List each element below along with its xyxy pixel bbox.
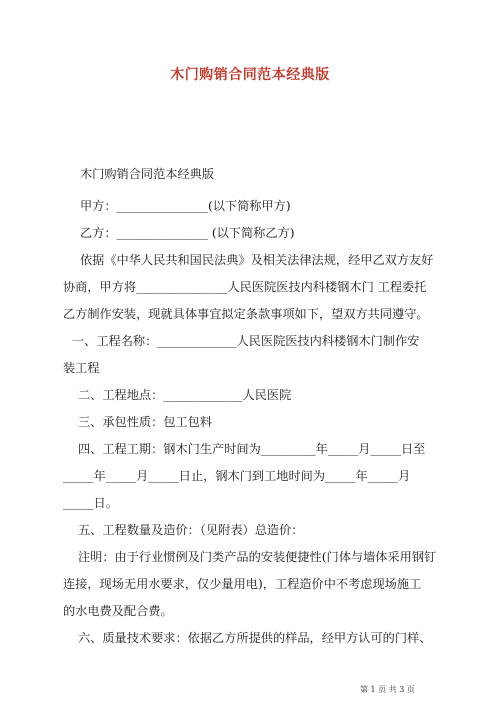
body-line: 注明：由于行业惯例及门类产品的安装便捷性(门体与墙体采用钢钉 (78, 550, 437, 564)
body-line: 一、工程名称：_____________人民医院医技内科楼钢木门制作安 (72, 334, 420, 348)
body-line: 四、工程工期：钢木门生产时间为_________年_____月_____日至 (78, 442, 426, 456)
body-line: 乙方制作安装，现就具体事宜拟定条款事项如下，望双方共同遵守。 (63, 307, 429, 321)
body-line: 依据《中华人民共和国民法典》及相关法律法规，经甲乙双方友好 (80, 253, 434, 267)
page-number-footer: 第 1 页 共 3 页 (360, 685, 415, 694)
body-line: 木门购销合同范本经典版 (80, 167, 215, 181)
body-line: 的水电费及配合费。 (63, 604, 173, 618)
body-line: 三、承包性质：包工包料 (78, 415, 213, 429)
body-line: _____年_____月_____日止，钢木门到工地时间为_____年_____月 (63, 469, 411, 483)
body-line: 乙方：_______________ (以下简称乙方) (80, 226, 295, 240)
body-line: 五、工程数量及造价：（见附表）总造价： (78, 523, 304, 537)
document-title: 木门购销合同范本经典版 (170, 67, 330, 83)
body-line: 六、质量技术要求：依据乙方所提供的样品，经甲方认可的门样、 (78, 631, 432, 645)
body-line: 甲方：_______________(以下简称甲方) (80, 199, 291, 213)
body-line: 装工程 (63, 361, 100, 375)
body-line: _____日。 (63, 496, 118, 510)
body-line: 二、工程地点：_____________人民医院 (78, 388, 292, 402)
body-line: 连接，现场无用水要求，仅少量用电)，工程造价中不考虑现场施工 (63, 577, 422, 591)
body-line: 协商，甲方将_______________人民医院医技内科楼钢木门 工程委托 (63, 280, 427, 294)
